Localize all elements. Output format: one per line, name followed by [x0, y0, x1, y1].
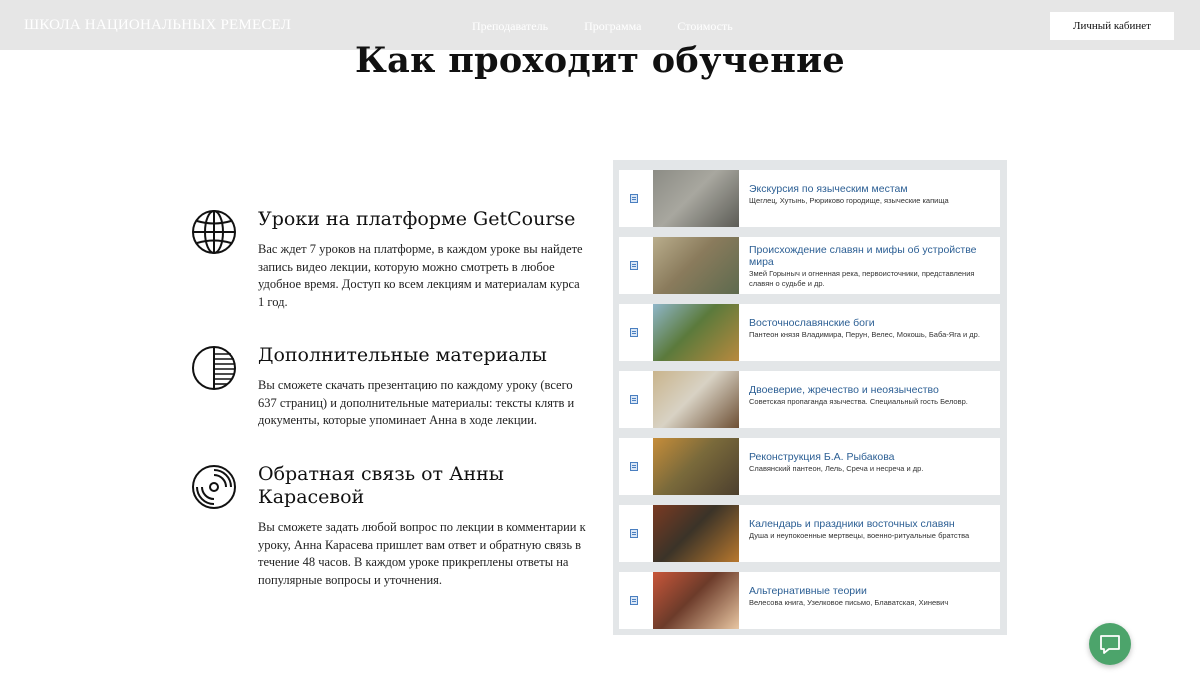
lessons-list — [613, 160, 1007, 635]
lesson-thumbnail — [653, 170, 739, 227]
half-circle-icon — [190, 344, 238, 392]
feature-getcourse — [190, 208, 590, 311]
document-icon — [630, 529, 638, 538]
lesson-description: Душа и неупокоенные мертвецы, военно-ритуальные братства — [749, 531, 970, 540]
nav-program-link[interactable]: Программа — [584, 19, 642, 33]
feature-title: Дополнительные материалы — [258, 344, 547, 366]
feature-text: Вас ждет 7 уроков на платформе, в каждом уроке вы найдете запись видео лекции, которую можно смотреть в любое удобное время. Доступ ко всем лекциям и материалам курса 1 год. — [258, 242, 583, 309]
lesson-title[interactable]: Календарь и праздники восточных славян — [749, 518, 955, 530]
disc-icon — [190, 463, 238, 511]
lesson-item[interactable] — [619, 438, 1000, 495]
lesson-item[interactable] — [619, 170, 1000, 227]
document-icon — [630, 261, 638, 270]
lesson-item[interactable] — [619, 505, 1000, 562]
lesson-title[interactable]: Двоеверие, жречество и неоязычество — [749, 384, 939, 396]
chat-bubble-icon — [1089, 623, 1131, 665]
feature-text: Вы сможете скачать презентацию по каждому уроку (всего 637 страниц) и дополнительные материалы: тексты клятв и документы, которые упоминает Анна в ходе лекции. — [258, 378, 575, 427]
document-icon — [630, 395, 638, 404]
lesson-thumbnail — [653, 505, 739, 562]
lesson-title[interactable]: Экскурсия по языческим местам — [749, 183, 908, 195]
lesson-thumbnail — [653, 237, 739, 294]
lesson-description: Советская пропаганда язычества. Специальный гость Беловр. — [749, 397, 968, 406]
personal-cabinet-button[interactable]: Личный кабинет — [1050, 12, 1174, 40]
feature-text: Вы сможете задать любой вопрос по лекции в комментарии к уроку, Анна Карасева пришлет вам ответ и обратную связь в течение 48 часов. В каждом уроке прикреплены ответы на популярные вопросы и уточнения. — [258, 520, 586, 587]
feature-title: Уроки на платформе GetCourse — [258, 208, 576, 230]
document-icon — [630, 194, 638, 203]
page-title: Как проходит обучение — [355, 40, 845, 81]
lesson-title[interactable]: Восточнославянские боги — [749, 317, 875, 329]
nav-teacher-link[interactable]: Преподаватель — [472, 19, 549, 33]
feature-materials — [190, 344, 590, 430]
main-nav — [472, 19, 769, 34]
feature-feedback — [190, 463, 590, 589]
lesson-description: Пантеон князя Владимира, Перун, Велес, Мокошь, Баба-Яга и др. — [749, 330, 980, 339]
lesson-description: Щеглец, Хутынь, Рюриково городище, языческие капища — [749, 196, 949, 205]
lesson-item[interactable] — [619, 237, 1000, 294]
lesson-thumbnail — [653, 371, 739, 428]
lesson-item[interactable] — [619, 304, 1000, 361]
chat-button[interactable] — [1089, 623, 1131, 665]
lesson-description: Славянский пантеон, Лель, Среча и несреча и др. — [749, 464, 924, 473]
lesson-thumbnail — [653, 304, 739, 361]
lesson-title[interactable]: Альтернативные теории — [749, 585, 867, 597]
lesson-description: Велесова книга, Узелковое письмо, Блаватская, Хиневич — [749, 598, 949, 607]
lesson-title[interactable]: Реконструкция Б.А. Рыбакова — [749, 451, 895, 463]
lesson-item[interactable] — [619, 371, 1000, 428]
feature-title: Обратная связь от Анны Карасевой — [258, 463, 504, 508]
globe-icon — [190, 208, 238, 256]
lesson-item[interactable] — [619, 572, 1000, 629]
lesson-description: Змей Горыныч и огненная река, первоисточники, представления славян о судьбе и др. — [749, 269, 975, 288]
lesson-thumbnail — [653, 572, 739, 629]
lesson-title[interactable]: Происхождение славян и мифы об устройстве мира — [749, 244, 977, 268]
brand-logo-text[interactable]: ШКОЛА НАЦИОНАЛЬНЫХ РЕМЕСЕЛ — [24, 17, 292, 33]
document-icon — [630, 328, 638, 337]
nav-price-link[interactable]: Стоимость — [677, 19, 733, 33]
document-icon — [630, 462, 638, 471]
lesson-thumbnail — [653, 438, 739, 495]
document-icon — [630, 596, 638, 605]
